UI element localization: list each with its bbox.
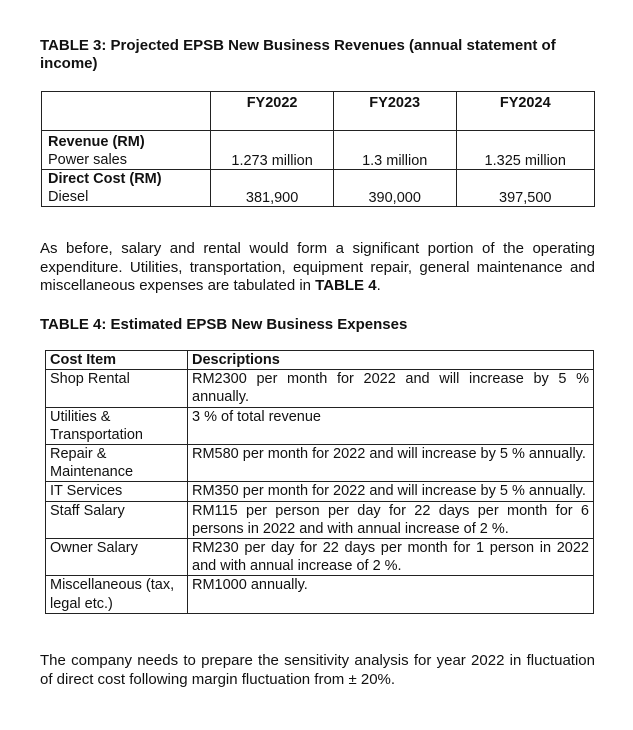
cost-fy2022: 381,900 [211,170,334,207]
table-row [46,501,594,538]
paragraph-expenditure [40,240,595,296]
header-fy2024: FY2024 [456,92,595,131]
table4-reference: TABLE 4 [315,277,377,294]
header-fy2023: FY2023 [333,92,456,131]
table-row [42,131,595,170]
table-header-blank [42,92,211,131]
cost-item-cell: Repair & Maintenance [46,445,188,482]
table-header-row [42,92,595,131]
cost-label-cell [42,170,211,207]
paragraph-end: . [376,277,381,294]
expenses-table [45,350,594,614]
paragraph-sensitivity: The company needs to prepare the sensitivity analysis for year 2022 in fluctuation of direct cost following margin fluctuation from ± 20%. [40,652,595,688]
table-row [46,539,594,576]
header-cost-item: Cost Item [46,351,188,370]
description-cell: RM2300 per month for 2022 and will increase by 5 % annually. [188,370,594,407]
paragraph-text: As before, salary and rental would form a significant portion of the operating expenditure. Utilities, transportation, equipment repair, general maintenance and miscellaneous expenses are tabulated in [40,240,595,294]
cost-item-cell: Miscellaneous (tax, legal etc.) [46,576,188,613]
cost-label: Direct Cost (RM) [48,171,162,187]
revenue-table [41,91,595,207]
cost-item-cell: Owner Salary [46,539,188,576]
revenue-label-cell [42,131,211,170]
revenue-label: Revenue (RM) [48,134,145,150]
cost-item: Diesel [48,189,89,205]
cost-item-cell: IT Services [46,482,188,501]
description-cell: RM350 per month for 2022 and will increase by 5 % annually. [188,482,594,501]
table-header-row [46,351,594,370]
revenue-item: Power sales [48,152,127,168]
description-cell: RM230 per day for 22 days per month for 1 person in 2022 and with annual increase of 2 %. [188,539,594,576]
revenue-fy2022: 1.273 million [211,131,334,170]
revenue-fy2024: 1.325 million [456,131,595,170]
table-row [42,170,595,207]
table-row [46,445,594,482]
description-cell: RM115 per person per day for 22 days per month for 6 persons in 2022 and with annual increase of 2 %. [188,501,594,538]
cost-item-cell: Utilities & Transportation [46,407,188,444]
description-cell: 3 % of total revenue [188,407,594,444]
cost-fy2023: 390,000 [333,170,456,207]
table4-caption: TABLE 4: Estimated EPSB New Business Expenses [40,316,408,333]
description-cell: RM580 per month for 2022 and will increase by 5 % annually. [188,445,594,482]
table-row [46,370,594,407]
description-cell: RM1000 annually. [188,576,594,613]
cost-fy2024: 397,500 [456,170,595,207]
revenue-fy2023: 1.3 million [333,131,456,170]
table-row [46,482,594,501]
table3-caption: TABLE 3: Projected EPSB New Business Revenues (annual statement of income) [40,37,556,72]
table-row [46,576,594,613]
table-row [46,407,594,444]
cost-item-cell: Staff Salary [46,501,188,538]
header-fy2022: FY2022 [211,92,334,131]
header-descriptions: Descriptions [188,351,594,370]
cost-item-cell: Shop Rental [46,370,188,407]
